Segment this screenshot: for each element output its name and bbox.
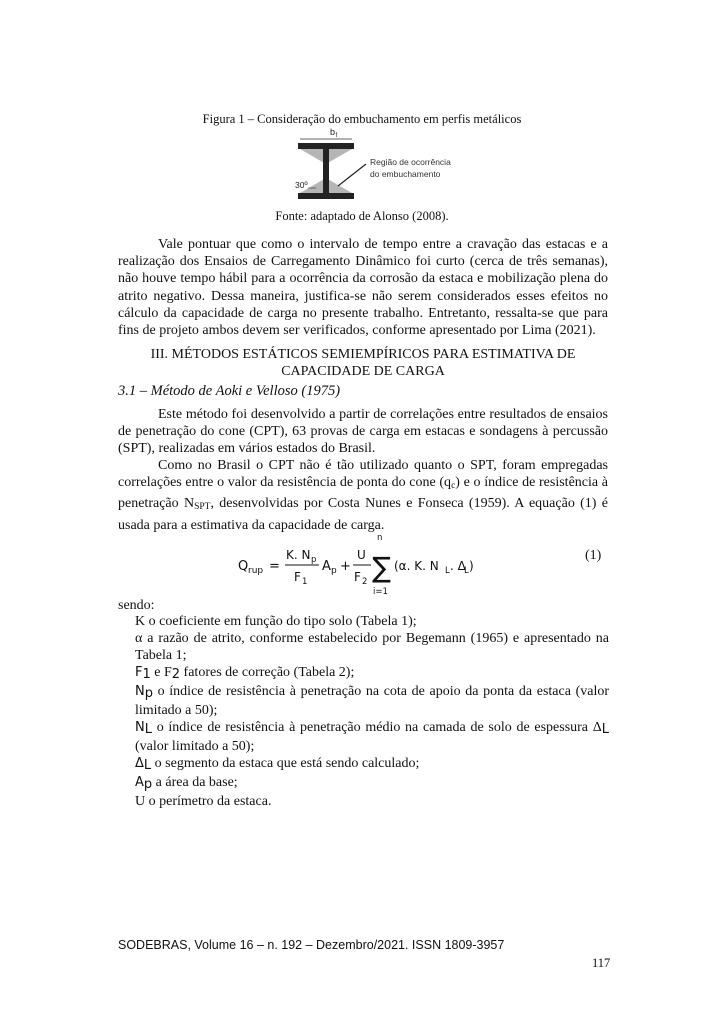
label-region-line1: Região de ocorrência [370,157,451,167]
definition-nl-sub: L [144,722,152,737]
label-angle: 30º [295,180,308,190]
definition-f1-sym: F [135,665,143,680]
paragraph-3-part2: ) e o índice de resistência à penetração N [118,475,608,512]
paragraph-1: Vale pontuar que como o intervalo de tempo entre a cravação das estacas e a realização dos Ensaios de Carregamento Dinâmico foi curto (cerca de três semanas), não houve tempo hábil para a ocorrência da corrosão da estaca e mobilização plena do atrito negativo. Dessa maneira, justifica-se não serem considerados esses efeitos no cálculo da capacidade de carga no presente trabalho. Entretanto, ressalta-se que para fins de projeto ambos devem ser verificados, conforme apresentado por Lima (2021). [118,237,608,339]
definition-ap-sub: p [143,777,153,792]
eq-term-close: ) [469,559,474,573]
definition-f1-sub: 1 [142,667,151,682]
definition-f1-f2 [135,664,609,683]
definition-k [135,613,609,630]
definition-f2-sub: 2 [171,667,181,682]
eq-frac1-num: K. N [286,548,311,562]
eq-frac2-den-sub: 2 [362,577,368,587]
eq-ap: A [322,559,331,574]
paragraph-3-part3: , desenvolvidas por Costa Nunes e Fonseca (1959). A equação (1) é usada para a estimativa da capacidade de carga. [118,496,609,533]
section-heading [118,346,608,380]
page-number: 117 [592,956,611,970]
subsection-heading: 3.1 – Método de Aoki e Velloso (1975) [118,383,341,399]
definition-nl-tail-sub: L [601,722,609,737]
definition-np [135,683,609,719]
eq-frac1-num-sub: p [311,555,317,565]
definition-np-text: o índice de resistência à penetração na cota de apoio da ponta da estaca (valor limitado a 50); [135,684,609,718]
equation-number: (1) [585,548,602,563]
paragraph-3-sub1: c [451,481,456,492]
definition-ap-sym: A [135,775,144,790]
eq-term-sub2: L [464,566,469,576]
eq-ap-sub: p [331,566,337,576]
definition-ap [135,774,609,793]
eq-term-mid: . Δ [450,559,466,573]
definition-u-text: U o perímetro da estaca. [135,794,272,809]
definition-np-sym: N [135,684,145,699]
eq-frac1-den: F [294,570,301,584]
definition-ap-text: a área da base; [152,775,238,790]
definition-delta-sub: L [143,758,152,773]
eq-frac1-den-sub: 1 [302,577,308,587]
footer-journal: SODEBRAS, Volume 16 – n. 192 – Dezembro/2021. ISSN 1809-3957 [118,938,505,952]
definition-delta-sym: Δ [135,756,144,771]
paragraph-2: Este método foi desenvolvido a partir de correlações entre resultados de ensaios de penetração do cone (CPT), 63 provas de carga em estacas e sondagens à percussão (SPT), realizadas em vários estados do Brasil. [118,407,608,457]
label-bf: b [330,127,336,137]
definitions-list [135,613,609,810]
eq-lhs-sub: rup [248,566,264,576]
definition-alpha [135,630,609,664]
eq-equals: = [269,559,280,574]
label-region-line2: do embuchamento [370,169,441,179]
definition-delta-text: o segmento da estaca que está sendo calculado; [151,756,420,771]
eq-sum-upper: n [377,533,383,543]
eq-sum-symbol: ∑ [372,551,391,584]
definition-alpha-text: α a razão de atrito, conforme estabelecido por Begemann (1965) e apresentado na Tabela 1; [135,631,609,663]
web [323,149,329,193]
definition-k-text: K o coeficiente em função do tipo solo (Tabela 1); [135,614,417,629]
leader-line [338,164,366,186]
top-flange [298,143,354,149]
definition-np-sub: p [144,686,153,701]
definition-f-text: fatores de correção (Tabela 2); [180,665,355,680]
bottom-flange [298,193,354,199]
eq-term-sub1: L [445,566,450,576]
section-heading-line2: CAPACIDADE DE CARGA [281,364,445,379]
sendo-label: sendo: [118,598,155,613]
label-bf-sub: f [335,133,338,139]
section-heading-line1: III. MÉTODOS ESTÁTICOS SEMIEMPÍRICOS PARA ESTIMATIVA DE [150,347,576,362]
figure-caption: Figura 1 – Consideração do embuchamento em perfis metálicos [202,112,522,126]
equation-1 [236,532,476,604]
definition-nl-text: o índice de resistência à penetração médio na camada de solo de espessura Δ [151,720,602,735]
paragraph-3-part1: Como no Brasil o CPT não é tão utilizado quanto o SPT, foram empregadas correlações entre o valor da resistência de ponta do cone (q [118,458,608,491]
eq-frac2-num: U [357,548,366,562]
eq-plus: + [340,559,351,574]
i-beam-figure [290,126,470,206]
definition-nl [135,719,609,755]
paragraph-3-sub2: SPT [194,502,211,513]
definition-f2-sym: e F [150,665,172,680]
figure-source: Fonte: adaptado de Alonso (2008). [275,209,449,223]
definition-nl-sym: N [135,720,145,735]
definition-delta-l [135,755,609,774]
eq-term-open: (α. K. N [394,559,439,573]
definition-u [135,793,609,810]
eq-lhs: Q [238,559,249,574]
eq-sum-lower: i=1 [373,587,388,597]
eq-frac2-den: F [354,570,361,584]
paragraph-3 [118,457,608,534]
definition-nl-tail: (valor limitado a 50); [135,739,255,754]
